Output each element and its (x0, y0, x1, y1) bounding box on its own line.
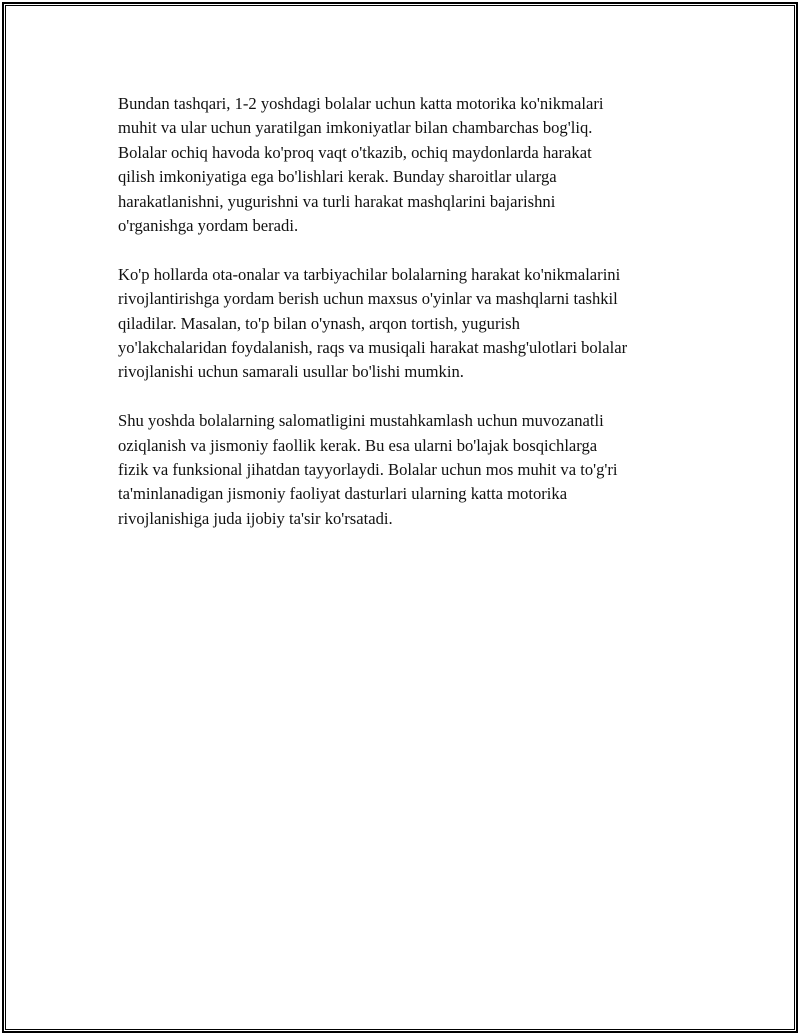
paragraph-1 (118, 92, 698, 238)
text-line: Bolalar ochiq havoda ko'proq vaqt o'tkazib, ochiq maydonlarda harakat (118, 142, 592, 162)
text-line: rivojlanishiga juda ijobiy ta'sir ko'rsatadi. (118, 508, 393, 528)
text-line: harakatlanishni, yugurishni va turli harakat mashqlarini bajarishni (118, 191, 556, 211)
text-line: o'rganishga yordam beradi. (118, 216, 299, 236)
document-body (118, 92, 698, 556)
text-line: ta'minlanadigan jismoniy faoliyat dasturlari ularning katta motorika (118, 484, 568, 504)
paragraph-2 (118, 263, 698, 385)
text-line: qiladilar. Masalan, to'p bilan o'ynash, arqon tortish, yugurish (118, 313, 520, 333)
text-line: Bundan tashqari, 1-2 yoshdagi bolalar uchun katta motorika ko'nikmalari (118, 94, 604, 113)
text-line: oziqlanish va jismoniy faollik kerak. Bu esa ularni bo'lajak bosqichlarga (118, 435, 598, 455)
text-line: muhit va ular uchun yaratilgan imkoniyatlar bilan chambarchas bog'liq. (118, 118, 593, 138)
text-line: yo'lakchalaridan foydalanish, raqs va musiqali harakat mashg'ulotlari bolalar (118, 338, 628, 358)
text-line: Shu yoshda bolalarning salomatligini mustahkamlash uchun muvozanatli (118, 411, 604, 431)
text-line: qilish imkoniyatiga ega bo'lishlari kerak. Bunday sharoitlar ularga (118, 167, 557, 187)
text-line: rivojlanishi uchun samarali usullar bo'lishi mumkin. (118, 362, 464, 382)
paragraph-3 (118, 409, 698, 531)
text-line: Ko'p hollarda ota-onalar va tarbiyachilar bolalarning harakat ko'nikmalarini (118, 264, 621, 284)
text-line: fizik va funksional jihatdan tayyorlaydi. Bolalar uchun mos muhit va to'g'ri (118, 460, 618, 480)
text-line: rivojlantirishga yordam berish uchun maxsus o'yinlar va mashqlarni tashkil (118, 289, 618, 309)
